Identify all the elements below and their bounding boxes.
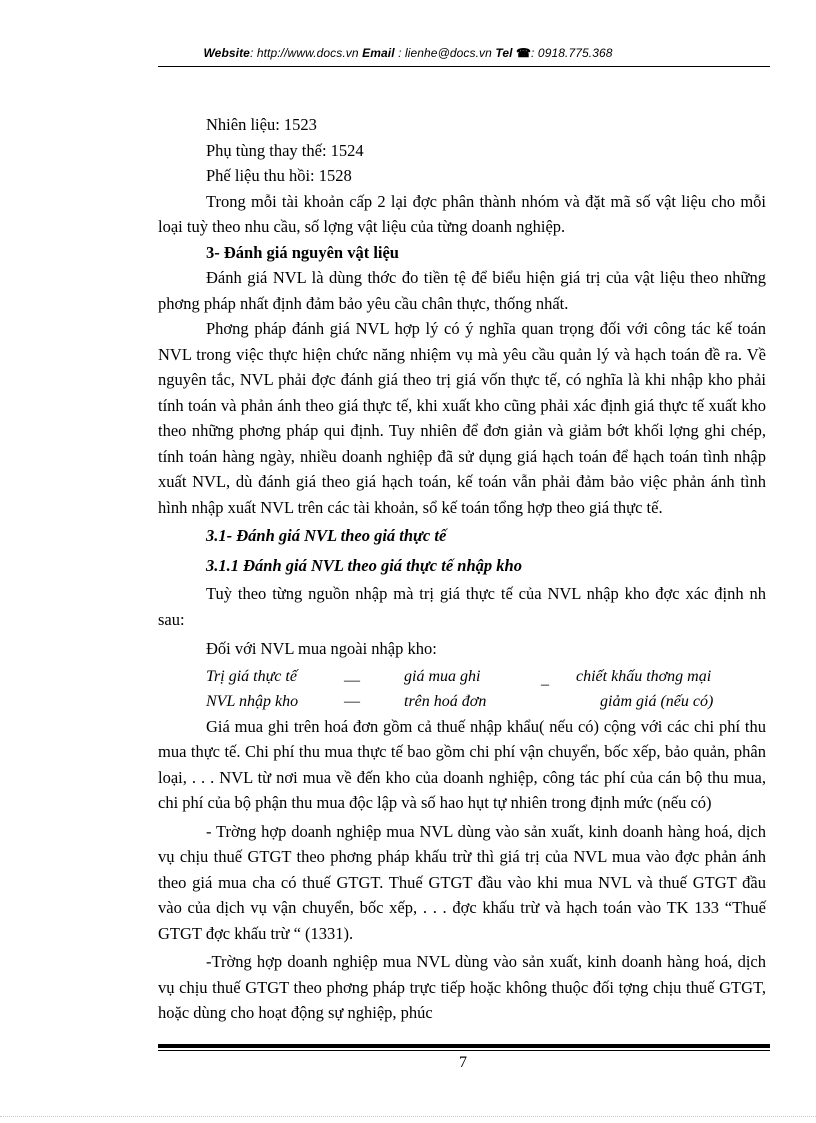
paragraph-fuel: Nhiên liệu: 1523 [206, 115, 317, 134]
tel-label: Tel [495, 46, 513, 60]
footer-divider-thin [158, 1050, 770, 1051]
document-body [158, 112, 766, 1026]
page-header [0, 46, 816, 60]
paragraph-source: Tuỳ theo từng nguồn nhập mà trị giá thực tế của NVL nhập kho đợc xác định nh sau: [158, 584, 766, 629]
formula-term-c1: chiết khấu thơng mại [576, 667, 712, 685]
footer-divider-thick [158, 1044, 770, 1048]
formula-term-b2: trên hoá đơn [404, 692, 487, 710]
formula-operator-2: — [344, 692, 360, 710]
header-divider [158, 66, 770, 67]
paragraph-accounts: Trong mỗi tài khoản cấp 2 lại đợc phân thành nhóm và đặt mã số vật liệu cho mỗi loại tuỳ theo nhu cầu, số lợng vật liệu của từng doanh nghiệp. [158, 191, 766, 236]
section-heading-3-1-1: 3.1.1 Đánh giá NVL theo giá thực tế nhập kho [206, 555, 522, 575]
email-address: : lienhe@docs.vn [394, 46, 496, 60]
section-heading-3-1: 3.1- Đánh giá NVL theo giá thực tế [206, 526, 447, 545]
phone-icon: ☎ [515, 46, 532, 60]
formula-term-a1: Trị giá thực tế [206, 667, 297, 685]
formula-term-b1: giá mua ghi [404, 667, 481, 685]
paragraph-spare-parts: Phụ tùng thay thế: 1524 [206, 140, 364, 160]
paragraph-valuation: Đánh giá NVL là dùng thớc đo tiền tệ để biểu hiện giá trị của vật liệu theo những phơng pháp nhất định đảm bảo yêu cầu chân thực, thống nhất. [158, 268, 766, 313]
formula-operator-3: – [541, 675, 549, 693]
page-bottom-border [0, 1116, 816, 1118]
formula-term-a2: NVL nhập kho [206, 692, 299, 710]
paragraph-vat-direct: -Trờng hợp doanh nghiệp mua NVL dùng vào sản xuất, kinh doanh hàng hoá, dịch vụ chịu thuế GTGT theo phơng pháp trực tiếp hoặc không thuộc đối tợng chịu thuế GTGT, hoặc dùng cho hoạt động sự nghiệp, phúc [158, 952, 766, 1022]
formula-term-c2: giảm giá (nếu có) [600, 692, 714, 710]
website-label: Website [203, 46, 250, 60]
paragraph-method: Phơng pháp đánh giá NVL hợp lý có ý nghĩa quan trọng đối với công tác kế toán NVL trong việc thực hiện chức năng nhiệm vụ mà yêu cầu quản lý và hạch toán đề ra. Về nguyên tắc, NVL phải đợc đánh giá theo trị giá vốn thực tế, có nghĩa là khi nhập kho phải tính toán và phản ánh theo giá thực tế, khi xuất kho cũng phải xác định giá thực tế xuất kho theo những phơng pháp qui định. Tuy nhiên để đơn giản và giảm bớt khối lợng ghi chép, tính toán hàng ngày, nhiều doanh nghiệp đã sử dụng giá hạch toán để hạch toán tình nhập xuất NVL, dù đánh giá theo giá hạch toán, kế toán vẫn phải đảm bảo việc phản ánh tình hình nhập xuất NVL trên các tài khoản, sổ kế toán tổng hợp theo giá thực tế. [158, 319, 766, 517]
valuation-formula [158, 662, 766, 714]
formula-operator-1: — [344, 671, 360, 689]
paragraph-scrap: Phế liệu thu hồi: 1528 [206, 166, 352, 185]
section-heading-3: 3- Đánh giá nguyên vật liệu [206, 242, 399, 262]
paragraph-purchased: Đối với NVL mua ngoài nhập kho: [206, 639, 437, 658]
page-number: 7 [459, 1054, 467, 1071]
tel-number: : 0918.775.368 [531, 46, 613, 60]
email-label: Email [362, 46, 395, 60]
paragraph-invoice-price: Giá mua ghi trên hoá đơn gồm cả thuế nhập khẩu( nếu có) cộng với các chi phí thu mua thực tế. Chi phí thu mua thực tế bao gồm chi phí vận chuyển, bốc xếp, bảo quản, phân loại, . . . NVL từ nơi mua về đến kho của doanh nghiệp, công tác phí của cán bộ thu mua, chi phí của bộ phận thu mua độc lập và số hao hụt tự nhiên trong định mức (nếu có) [158, 716, 766, 812]
website-url: : http://www.docs.vn [249, 46, 363, 60]
paragraph-vat-deduction: - Trờng hợp doanh nghiệp mua NVL dùng vào sản xuất, kinh doanh hàng hoá, dịch vụ chịu thuế GTGT theo phơng pháp khấu trừ thì giá trị của NVL mua vào đợc phản ánh theo giá mua cha có thuế GTGT. Thuế GTGT đầu vào khi mua NVL và thuế GTGT đầu vào của dịch vụ vận chuyển, bốc xếp, . . . đợc khấu trừ và hạch toán vào TK 133 “Thuế GTGT đợc khấu trừ “ (1331). [158, 821, 766, 943]
